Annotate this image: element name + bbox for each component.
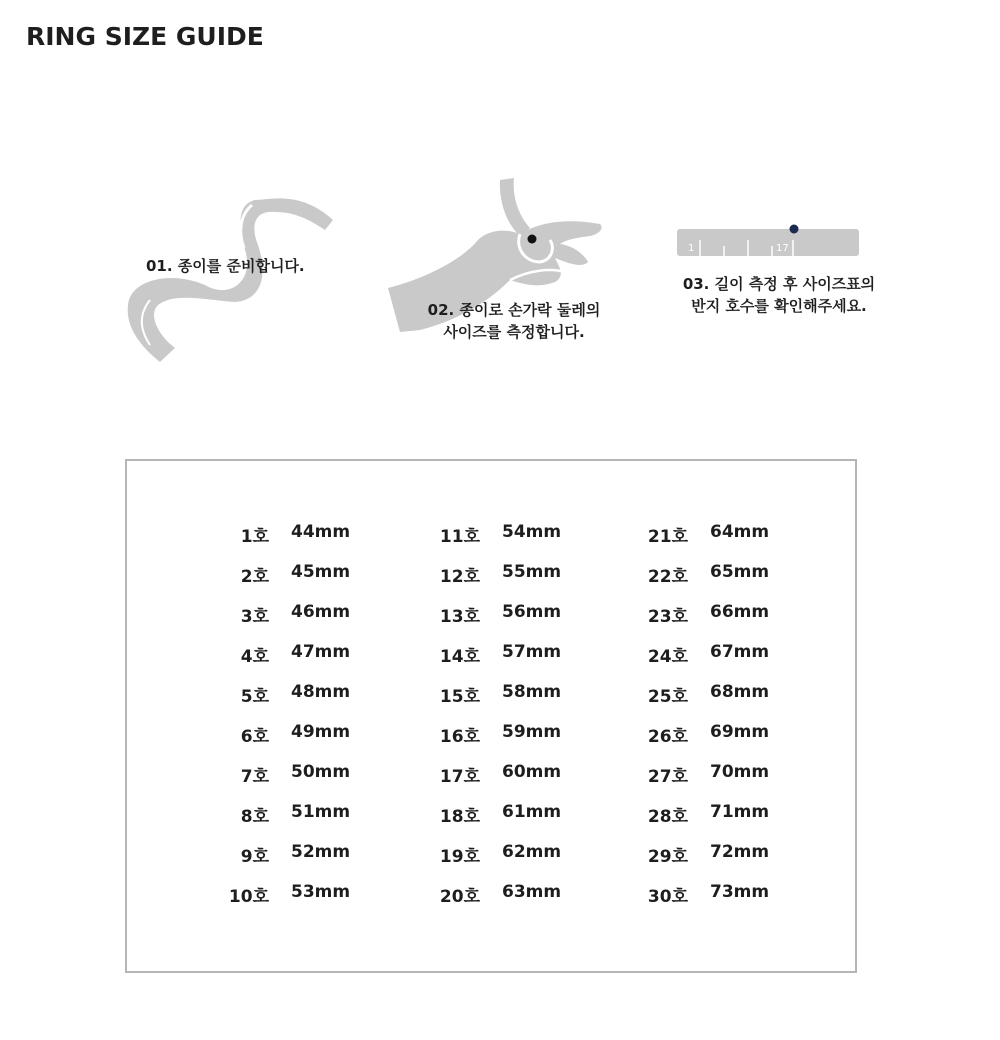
size-row	[127, 642, 855, 666]
ring-size-table	[125, 459, 857, 973]
ring-size-label: 9호	[240, 847, 269, 867]
ring-size-label: 27호	[647, 767, 688, 787]
circumference-value: 61mm	[502, 802, 562, 822]
ring-size-label: 22호	[647, 567, 688, 587]
circumference-value: 52mm	[291, 842, 351, 862]
instruction-illustrations	[0, 0, 1000, 420]
size-row	[127, 602, 855, 626]
ring-size-label: 13호	[439, 607, 480, 627]
ring-size-label: 2호	[240, 567, 269, 587]
circumference-value: 50mm	[291, 762, 351, 782]
ring-size-label: 17호	[439, 767, 480, 787]
ring-size-label: 15호	[439, 687, 480, 707]
circumference-value: 68mm	[710, 682, 770, 702]
circumference-value: 55mm	[502, 562, 562, 582]
ruler-start-label: 1	[688, 243, 695, 254]
circumference-value: 73mm	[710, 882, 770, 902]
ring-size-label: 21호	[647, 527, 688, 547]
ring-size-label: 8호	[240, 807, 269, 827]
circumference-value: 56mm	[502, 602, 562, 622]
finger-mark-dot	[528, 235, 537, 244]
circumference-value: 69mm	[710, 722, 770, 742]
ring-size-label: 29호	[647, 847, 688, 867]
ring-size-label: 25호	[647, 687, 688, 707]
ruler-icon	[677, 225, 859, 257]
size-row	[127, 882, 855, 906]
ring-size-label: 28호	[647, 807, 688, 827]
size-row	[127, 722, 855, 746]
circumference-value: 58mm	[502, 682, 562, 702]
size-row	[127, 682, 855, 706]
ruler-mark-dot	[790, 225, 799, 234]
ring-size-label: 5호	[240, 687, 269, 707]
ring-size-label: 23호	[647, 607, 688, 627]
size-row	[127, 522, 855, 546]
ruler-mark-label: 17	[776, 243, 789, 254]
ring-size-label: 16호	[439, 727, 480, 747]
ring-size-label: 19호	[439, 847, 480, 867]
ring-size-label: 1호	[240, 527, 269, 547]
step-2-text	[414, 299, 614, 343]
circumference-value: 47mm	[291, 642, 351, 662]
size-row	[127, 762, 855, 786]
size-row	[127, 802, 855, 826]
ring-size-label: 12호	[439, 567, 480, 587]
step-2-line-2: 사이즈를 측정합니다.	[443, 323, 585, 341]
circumference-value: 66mm	[710, 602, 770, 622]
ring-size-label: 20호	[439, 887, 480, 907]
ring-size-label: 3호	[240, 607, 269, 627]
size-row	[127, 842, 855, 866]
circumference-value: 60mm	[502, 762, 562, 782]
ring-size-label: 24호	[647, 647, 688, 667]
step-3-line-2: 반지 호수를 확인해주세요.	[691, 297, 867, 315]
step-1-line-1: 01. 종이를 준비합니다.	[146, 257, 305, 275]
circumference-value: 57mm	[502, 642, 562, 662]
circumference-value: 59mm	[502, 722, 562, 742]
circumference-value: 45mm	[291, 562, 351, 582]
ring-size-label: 30호	[647, 887, 688, 907]
ring-size-label: 18호	[439, 807, 480, 827]
circumference-value: 51mm	[291, 802, 351, 822]
circumference-value: 53mm	[291, 882, 351, 902]
step-3-text	[664, 273, 894, 317]
paper-strip-icon	[128, 198, 333, 362]
ring-size-label: 6호	[240, 727, 269, 747]
ring-size-label: 26호	[647, 727, 688, 747]
circumference-value: 71mm	[710, 802, 770, 822]
page-title: RING SIZE GUIDE	[26, 22, 264, 51]
ring-size-label: 7호	[240, 767, 269, 787]
circumference-value: 54mm	[502, 522, 562, 542]
circumference-value: 49mm	[291, 722, 351, 742]
circumference-value: 48mm	[291, 682, 351, 702]
ring-size-label: 14호	[439, 647, 480, 667]
step-1-text	[146, 255, 305, 277]
circumference-value: 67mm	[710, 642, 770, 662]
circumference-value: 72mm	[710, 842, 770, 862]
circumference-value: 70mm	[710, 762, 770, 782]
step-3-line-1: 03. 길이 측정 후 사이즈표의	[682, 275, 876, 293]
ring-size-label: 11호	[439, 527, 480, 547]
ring-size-label: 10호	[228, 887, 269, 907]
circumference-value: 62mm	[502, 842, 562, 862]
circumference-value: 46mm	[291, 602, 351, 622]
circumference-value: 64mm	[710, 522, 770, 542]
circumference-value: 44mm	[291, 522, 351, 542]
size-row	[127, 562, 855, 586]
step-2-line-1: 02. 종이로 손가락 둘레의	[427, 301, 601, 319]
circumference-value: 63mm	[502, 882, 562, 902]
ring-size-label: 4호	[240, 647, 269, 667]
circumference-value: 65mm	[710, 562, 770, 582]
